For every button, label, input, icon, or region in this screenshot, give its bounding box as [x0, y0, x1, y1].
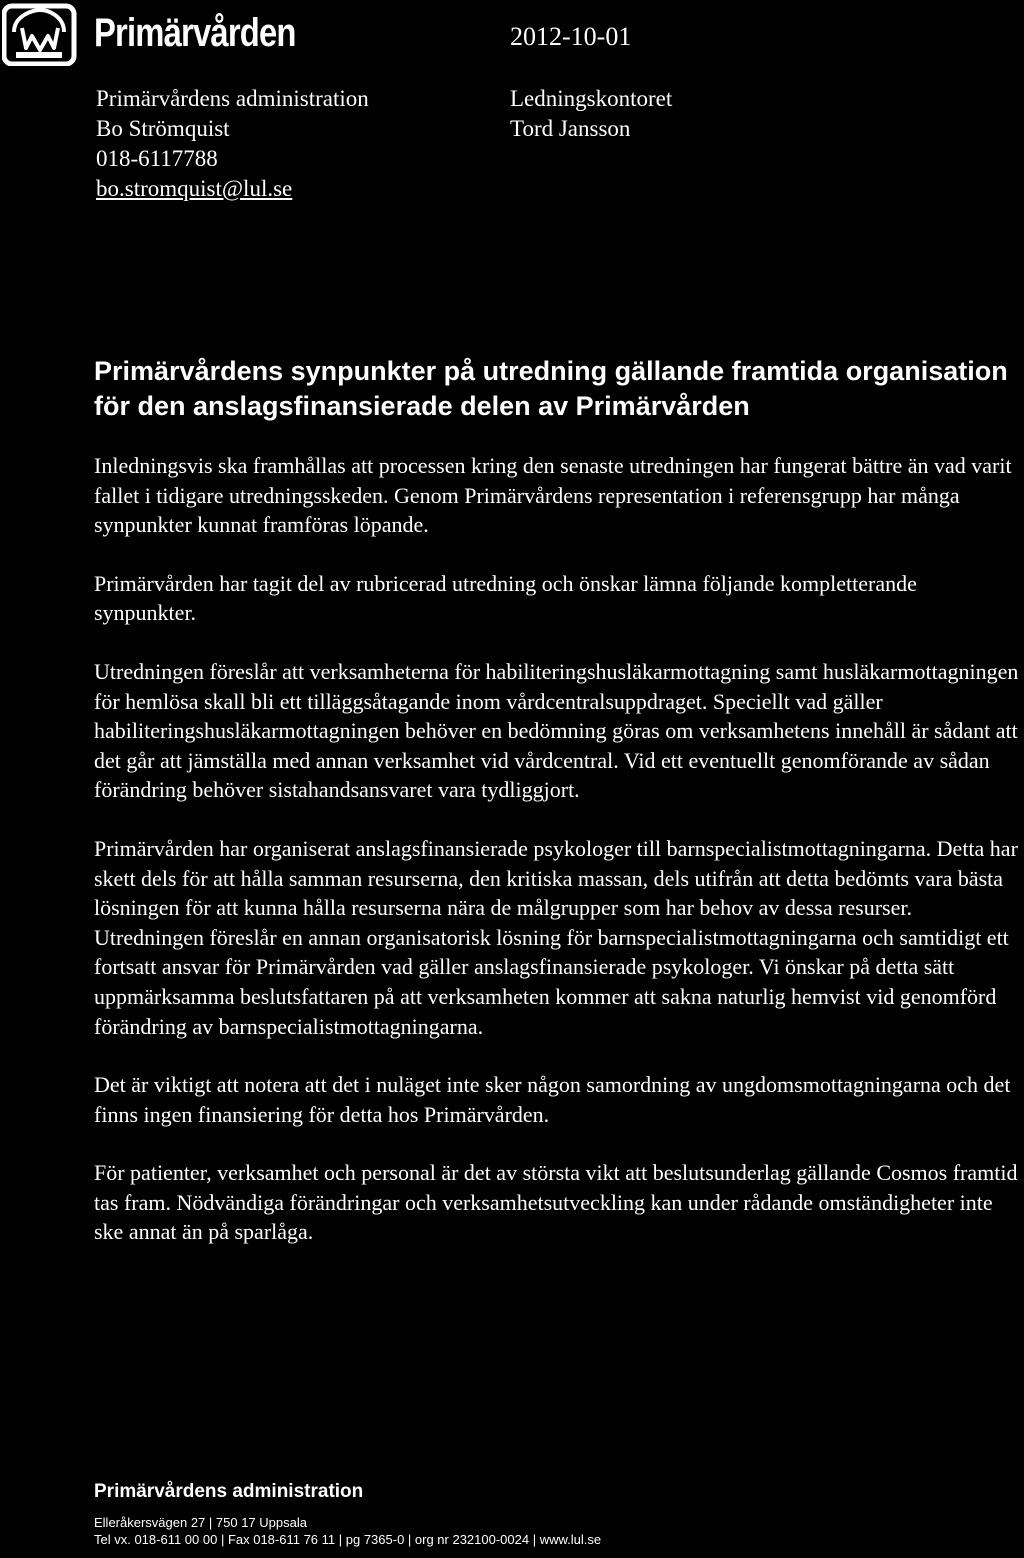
recipient-block — [510, 84, 672, 144]
sender-block — [96, 84, 369, 204]
body-paragraph: Inledningsvis ska framhållas att processen kring den senaste utredningen har fungerat bättre än vad varit fallet i tidigare utredningsskeden. Genom Primärvårdens representation i referensgrupp har många synpunkter kunnat framföras löpande. — [94, 453, 1012, 538]
footer — [94, 1480, 601, 1548]
sender-email-link[interactable]: bo.stromquist@lul.se — [96, 176, 293, 201]
document-body — [94, 451, 1022, 1276]
document-heading: Primärvårdens synpunkter på utredning gällande framtida organisation för den anslagsfinansierade delen av Primärvården — [94, 356, 1008, 421]
sender-org: Primärvårdens administration — [96, 86, 369, 111]
body-paragraph: Primärvården har organiserat anslagsfinansierade psykologer till barnspecialistmottagningarna. Detta har skett dels för att hålla samman resurserna, den kritiska massan, dels utifrån att detta bedömts vara bästa lösningen för att kunna hålla resurserna nära de målgrupper som har behov av dessa resurser. Utredningen föreslår en annan organisatorisk lösning för barnspecialistmottagningarna och samtidigt ett fortsatt ansvar för Primärvården vad gäller anslagsfinansierade psykologer. Vi önskar på detta sätt uppmärksamma beslutsfattaren på att verksamheten kommer att sakna naturlig hemvist vid genomförd förändring av barnspecialistmottagningarna. — [94, 835, 1018, 1039]
document-date: 2012-10-01 — [510, 22, 632, 51]
footer-contact: Tel vx. 018-611 00 00 | Fax 018-611 76 11 | pg 7365-0 | org nr 232100-0024 | www.lul.se — [94, 1532, 602, 1547]
footer-title: Primärvårdens administration — [94, 1481, 364, 1502]
body-paragraph: Det är viktigt att notera att det i nuläget inte sker någon samordning av ungdomsmottagningarna och det finns ingen finansiering för detta hos Primärvården. — [94, 1072, 1011, 1127]
recipient-name: Tord Jansson — [510, 116, 631, 141]
landsting-logo-icon — [2, 2, 78, 66]
body-paragraph: För patienter, verksamhet och personal är det av största vikt att beslutsunderlag gällande Cosmos framtid tas fram. Nödvändiga förändringar och verksamhetsutveckling kan under rådande omständigheter inte ske annat än på sparlåga. — [94, 1160, 1018, 1245]
footer-address: Elleråkersvägen 27 | 750 17 Uppsala — [94, 1515, 307, 1530]
sender-name: Bo Strömquist — [96, 116, 230, 141]
sender-phone: 018-6117788 — [96, 146, 218, 171]
brand-title: Primärvården — [94, 11, 296, 55]
body-paragraph: Primärvården har tagit del av rubricerad utredning och önskar lämna följande kompletterande synpunkter. — [94, 570, 917, 626]
body-paragraph: Utredningen föreslår att verksamheterna för habiliteringshusläkarmottagning samt husläkarmottagningen för hemlösa skall bli ett tilläggsåtagande inom vårdcentralsuppdraget. Speciellt vad gäller habiliteringshusläkarmottagningen behöver en bedömning göras om verksamhetens innehåll är sådant att det går att jämställa med annan verksamhet vid vårdcentral. Vid ett eventuellt genomförande av sådan förändring behöver sistahandsansvaret vara tydliggjort. — [94, 658, 1019, 803]
recipient-org: Ledningskontoret — [510, 86, 673, 111]
